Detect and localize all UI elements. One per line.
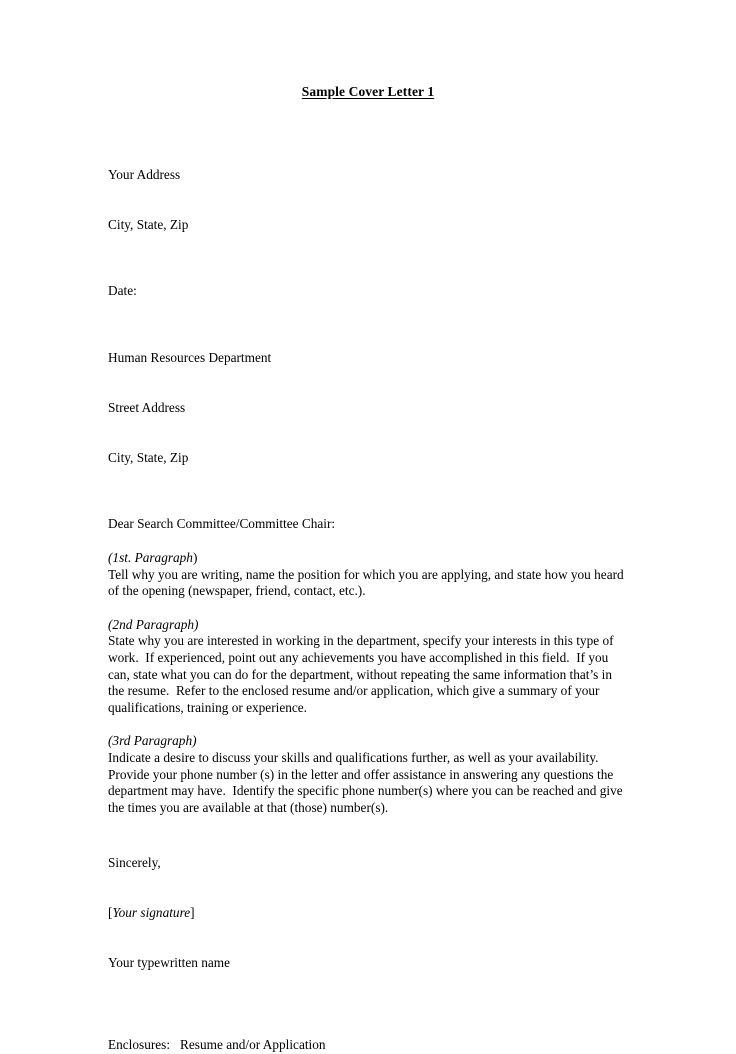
spacer [108, 971, 628, 1037]
recipient-line-2: Street Address [108, 399, 186, 415]
spacer [108, 533, 628, 550]
sender-address-line-1: Your Address [108, 166, 181, 182]
recipient-line-1: Human Resources Department [108, 350, 272, 366]
paragraph-3 [108, 733, 628, 816]
spacer [108, 300, 628, 317]
typed-name-line: Your typewritten name [108, 954, 230, 970]
paragraph-3-text: Indicate a desire to discuss your skills and qualifications further, as well as your availability. Provide your phone number (s) in the letter and offer assistance in answering any questions the department may have. Identify the specific phone number(s) where you can be reached and give the times you are available at that (those) number(s). [108, 750, 626, 815]
closing-line: Sincerely, [108, 855, 161, 871]
sender-address-block [108, 134, 628, 267]
letter-content [108, 84, 628, 1054]
spacer [108, 922, 628, 955]
enclosures-label: Enclosures: [108, 1037, 171, 1053]
recipient-address-block [108, 317, 628, 500]
paragraph-1-label-tail: ) [192, 550, 198, 566]
paragraph-1-text: Tell why you are writing, name the position for which you are applying, and state how you heard of the opening (newspaper, friend, contact, etc.). [108, 566, 627, 599]
spacer [108, 600, 628, 617]
enclosures-value: Resume and/or Application [180, 1037, 326, 1053]
spacer [108, 872, 628, 905]
signature-close-bracket: ] [190, 904, 195, 920]
paragraph-3-label [108, 733, 628, 750]
paragraph-2-text: State why you are interested in working in the department, specify your interests in this type of work. If experienced, point out any achievements you have accomplished in this field. If you can, state what you can do for the department, without repeating the same information that’s in the resume. Refer to the enclosed resume and/or application, which give a summary of your qualifications, training or experience. [108, 633, 617, 715]
enclosures-gap [170, 1037, 180, 1052]
page-title: Sample Cover Letter 1 [301, 84, 435, 99]
spacer [108, 499, 628, 516]
signature-placeholder [108, 905, 628, 922]
signature-open-bracket: [ [108, 904, 113, 920]
recipient-line-3: City, State, Zip [108, 449, 189, 465]
salutation: Dear Search Committee/Committee Chair: [108, 516, 336, 532]
spacer [108, 266, 628, 283]
paragraph-2 [108, 617, 628, 717]
paragraph-2-label [108, 617, 628, 634]
enclosures-line [108, 1037, 628, 1054]
date-line: Date: [108, 283, 137, 299]
sender-address-line-2: City, State, Zip [108, 216, 189, 232]
spacer [108, 101, 628, 134]
paragraph-2-label-italic: (2nd Paragraph) [108, 616, 199, 632]
signature-italic-text: Your signature [112, 904, 191, 920]
paragraph-1 [108, 550, 628, 600]
paragraph-1-label-italic: (1st. Paragraph [108, 550, 193, 566]
paragraph-1-label [108, 550, 628, 567]
spacer [108, 716, 628, 733]
spacer [108, 816, 628, 855]
paragraph-3-label-italic: (3rd Paragraph) [108, 733, 197, 749]
